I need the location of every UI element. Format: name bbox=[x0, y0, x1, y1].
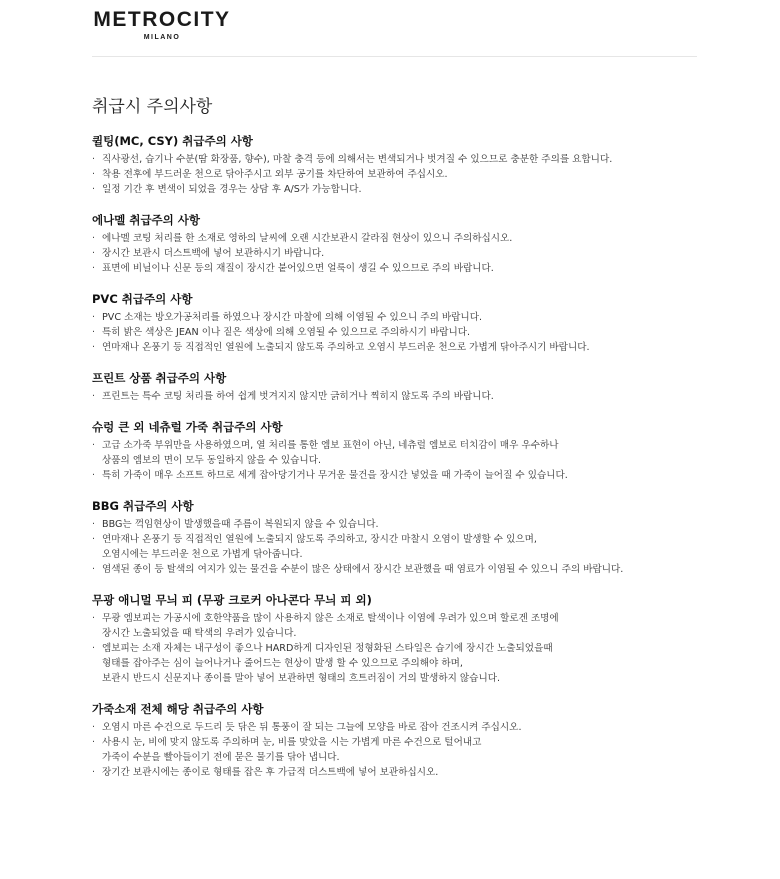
bullet-icon: · bbox=[92, 154, 96, 165]
care-item-text: 오염시에는 부드러운 천으로 가볍게 닦아줍니다. bbox=[102, 549, 303, 560]
care-item bbox=[92, 152, 732, 167]
care-item bbox=[92, 182, 732, 197]
bullet-icon bbox=[92, 626, 102, 641]
care-item bbox=[92, 517, 732, 532]
bullet-icon: · bbox=[92, 534, 96, 545]
care-item-continuation bbox=[92, 626, 732, 641]
care-item-text: 사용시 눈, 비에 맞지 않도록 주의하며 눈, 비를 맞았을 시는 가볍게 마른 수건으로 털어내고 bbox=[102, 737, 482, 748]
bullet-icon: · bbox=[92, 169, 96, 180]
care-item-text: PVC 소재는 방오가공처리를 하였으나 장시간 마찰에 의해 이염될 수 있으니 주의 바랍니다. bbox=[102, 312, 483, 323]
care-item bbox=[92, 735, 732, 750]
care-item-text: 오염시 마른 수건으로 두드리 듯 닦은 뒤 통풍이 잘 되는 그늘에 모양을 바로 잡아 건조시켜 주십시오. bbox=[102, 722, 522, 733]
bullet-icon: · bbox=[92, 470, 96, 481]
section-title: 가죽소재 전체 해당 취급주의 사항 bbox=[92, 702, 264, 716]
care-section bbox=[92, 290, 732, 355]
section-title: 퀼팅(MC, CSY) 취급주의 사항 bbox=[92, 134, 253, 148]
care-item-text: 착용 전후에 부드러운 천으로 닦아주시고 외부 공기를 차단하여 보관하여 주십시오. bbox=[102, 169, 448, 180]
section-title: BBG 취급주의 사항 bbox=[92, 499, 194, 513]
care-section bbox=[92, 700, 732, 780]
care-item bbox=[92, 720, 732, 735]
bullet-icon: · bbox=[92, 440, 96, 451]
care-item-text: 염색된 종이 등 탈색의 여지가 있는 물건을 수분이 많은 상태에서 장시간 보관했을 때 염료가 이염될 수 있으니 주의 바랍니다. bbox=[102, 564, 624, 575]
care-item bbox=[92, 231, 732, 246]
care-item-text: 표면에 비닐이나 신문 등의 재질이 장시간 붙어있으면 얼룩이 생길 수 있으므로 주의 바랍니다. bbox=[102, 263, 494, 274]
care-item-text: 장시간 노출되었을 때 탁색의 우려가 있습니다. bbox=[102, 628, 297, 639]
care-section bbox=[92, 497, 732, 577]
care-item-text: 일정 기간 후 변색이 되었을 경우는 상담 후 A/S가 가능합니다. bbox=[102, 184, 362, 195]
care-item-text: 연마재나 온풍기 등 직접적인 열원에 노출되지 않도록 주의하고 오염시 부드러운 천으로 가볍게 닦아주시기 바랍니다. bbox=[102, 342, 590, 353]
care-item-text: 고급 소가죽 부위만을 사용하였으며, 열 처리를 통한 엠보 표현이 아닌, 네츄럴 엠보로 터치감이 매우 우수하나 bbox=[102, 440, 559, 451]
care-section bbox=[92, 132, 732, 197]
section-title: 무광 애니멀 무늬 피 (무광 크로커 아나콘다 무늬 피 외) bbox=[92, 593, 372, 607]
bullet-icon bbox=[92, 547, 102, 562]
care-section bbox=[92, 369, 732, 404]
bullet-icon: · bbox=[92, 233, 96, 244]
care-item-text: 장시간 보관시 더스트백에 넣어 보관하시기 바랍니다. bbox=[102, 248, 325, 259]
brand-subtitle: MILANO bbox=[143, 34, 181, 41]
care-instructions bbox=[92, 96, 732, 794]
care-item-continuation bbox=[92, 453, 732, 468]
care-item-text: BBG는 꺽임현상이 발생했을때 주름이 복원되지 않을 수 있습니다. bbox=[102, 519, 379, 530]
bullet-icon: · bbox=[92, 184, 96, 195]
care-section bbox=[92, 211, 732, 276]
care-item bbox=[92, 532, 732, 547]
bullet-icon: · bbox=[92, 391, 96, 402]
care-item-text: 무광 엠보피는 가공시에 호한약품을 많이 사용하지 않은 소재로 탈색이나 이염에 우려가 있으며 할로겐 조명에 bbox=[102, 613, 559, 624]
bullet-icon: · bbox=[92, 263, 96, 274]
bullet-icon: · bbox=[92, 342, 96, 353]
bullet-icon bbox=[92, 656, 102, 671]
care-section bbox=[92, 591, 732, 686]
care-item bbox=[92, 438, 732, 453]
care-item-text: 상품의 엠보의 면이 모두 동일하지 않을 수 있습니다. bbox=[102, 455, 322, 466]
bullet-icon: · bbox=[92, 312, 96, 323]
care-item-continuation bbox=[92, 750, 732, 765]
section-title: 슈렁 큰 외 네츄럴 가죽 취급주의 사항 bbox=[92, 420, 283, 434]
care-item bbox=[92, 611, 732, 626]
brand-name: METROCITY bbox=[93, 8, 231, 31]
bullet-icon: · bbox=[92, 613, 96, 624]
bullet-icon: · bbox=[92, 327, 96, 338]
care-item-text: 특히 밝은 색상은 JEAN 이나 짙은 색상에 의해 오염될 수 있으므로 주의하시기 바랍니다. bbox=[102, 327, 471, 338]
bullet-icon: · bbox=[92, 767, 96, 778]
care-item-text: 보관시 반드시 신문지나 종이를 말아 넣어 보관하면 형태의 흐트러짐이 거의 발생하지 않습니다. bbox=[102, 673, 501, 684]
care-item bbox=[92, 246, 732, 261]
brand-logo[interactable] bbox=[92, 8, 232, 41]
care-item bbox=[92, 562, 732, 577]
care-item bbox=[92, 765, 732, 780]
care-item-text: 프린트는 특수 코팅 처리를 하여 쉽게 벗겨지지 않지만 긁히거나 찍히지 않도록 주의 바랍니다. bbox=[102, 391, 494, 402]
bullet-icon: · bbox=[92, 519, 96, 530]
care-item-text: 가죽이 수분을 빨아들이기 전에 묻은 물기를 닦아 냅니다. bbox=[102, 752, 340, 763]
care-section bbox=[92, 418, 732, 483]
bullet-icon bbox=[92, 453, 102, 468]
bullet-icon: · bbox=[92, 564, 96, 575]
care-item bbox=[92, 641, 732, 656]
section-title: 프린트 상품 취급주의 사항 bbox=[92, 371, 227, 385]
care-item bbox=[92, 468, 732, 483]
bullet-icon: · bbox=[92, 737, 96, 748]
care-item bbox=[92, 340, 732, 355]
care-item-text: 직사광선, 습기나 수분(땀 화장품, 향수), 마찰 충격 등에 의해서는 변색되거나 벗겨질 수 있으므로 충분한 주의를 요합니다. bbox=[102, 154, 613, 165]
bullet-icon: · bbox=[92, 248, 96, 259]
care-item-text: 연마재나 온풍기 등 직접적인 열원에 노출되지 않도록 주의하고, 장시간 마찰시 오염이 발생할 수 있으며, bbox=[102, 534, 537, 545]
care-item bbox=[92, 261, 732, 276]
page-title: 취급시 주의사항 bbox=[92, 97, 213, 117]
section-title: PVC 취급주의 사항 bbox=[92, 292, 193, 306]
care-item-text: 형태를 잡아주는 심이 늘어나거나 줄어드는 현상이 발생 할 수 있으므로 주의해야 하며, bbox=[102, 658, 463, 669]
care-item-continuation bbox=[92, 656, 732, 671]
sections-container bbox=[92, 132, 732, 780]
bullet-icon bbox=[92, 750, 102, 765]
care-item bbox=[92, 167, 732, 182]
section-title: 에나멜 취급주의 사항 bbox=[92, 213, 200, 227]
care-item-text: 장기간 보관시에는 종이로 형태를 잡은 후 가급적 더스트백에 넣어 보관하십시오. bbox=[102, 767, 439, 778]
bullet-icon: · bbox=[92, 722, 96, 733]
care-item-text: 엠보피는 소재 자체는 내구성이 좋으나 HARD하게 디자인된 정형화된 스타일은 습기에 장시간 노출되었을때 bbox=[102, 643, 553, 654]
care-item-continuation bbox=[92, 547, 732, 562]
bullet-icon bbox=[92, 671, 102, 686]
care-item-text: 에나멜 코팅 처리를 한 소재로 영하의 날씨에 오랜 시간보관시 갈라짐 현상이 있으니 주의하십시오. bbox=[102, 233, 513, 244]
care-item bbox=[92, 389, 732, 404]
care-item bbox=[92, 310, 732, 325]
care-item-continuation bbox=[92, 671, 732, 686]
header-divider bbox=[92, 56, 697, 57]
care-item bbox=[92, 325, 732, 340]
care-item-text: 특히 가죽이 매우 소프트 하므로 세게 잡아당기거나 무거운 물건을 장시간 넣었을 때 가죽이 늘어질 수 있습니다. bbox=[102, 470, 568, 481]
bullet-icon: · bbox=[92, 643, 96, 654]
